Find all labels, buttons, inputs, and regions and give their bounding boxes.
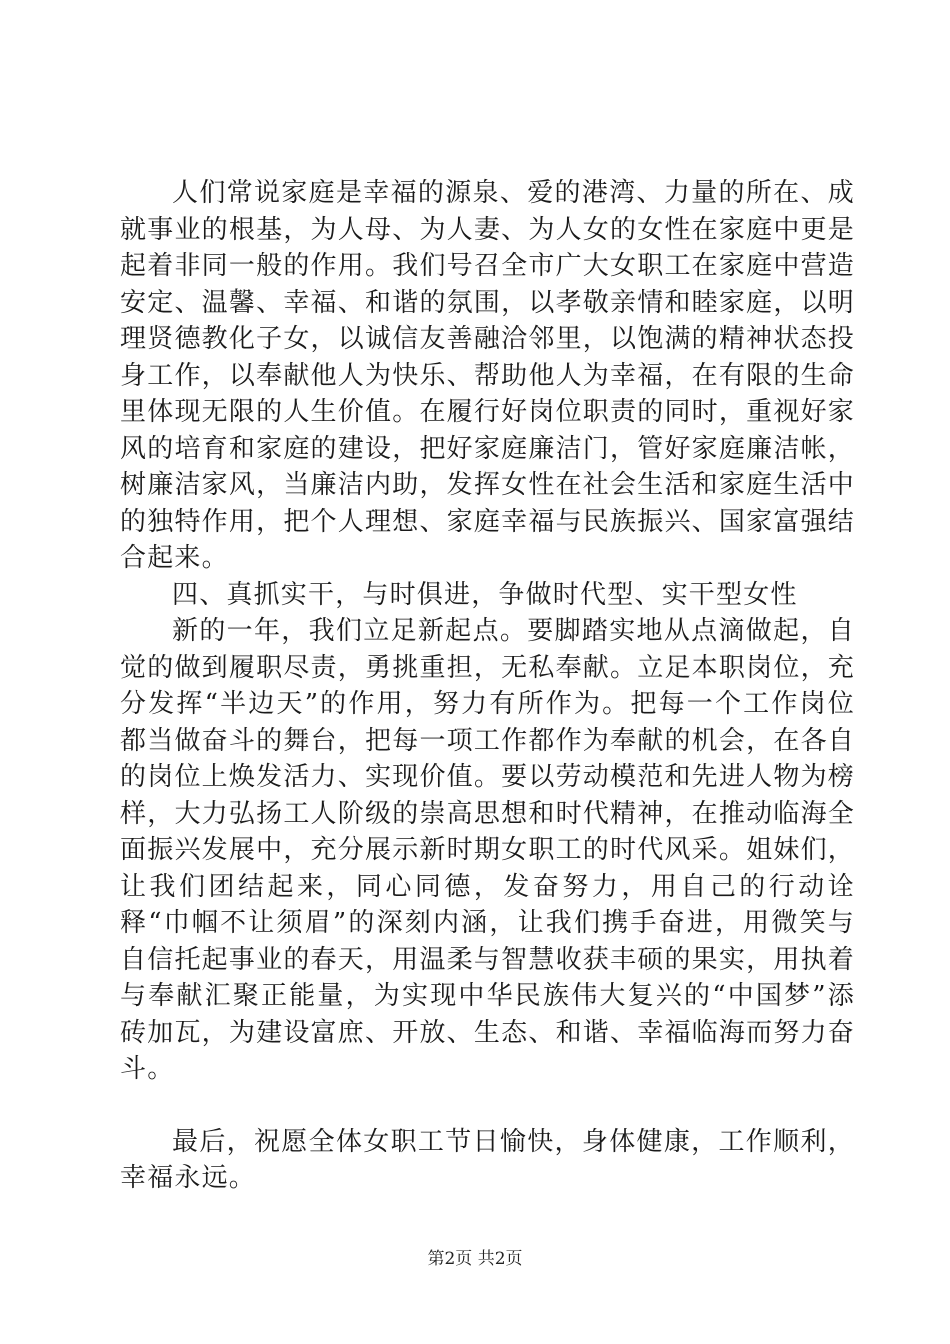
section-heading-four: 四、真抓实干，与时俱进，争做时代型、实干型女性	[172, 579, 798, 610]
paragraph-closing-wishes: 最后，祝愿全体女职工节日愉快，身体健康，工作顺利，幸福永远。	[120, 1126, 855, 1193]
paragraph-new-year: 新的一年，我们立足新起点。要脚踏实地从点滴做起，自觉的做到履职尽责，勇挑重担，无私奉献。立足本职岗位，充分发挥“半边天”的作用，努力有所作为。把每一个工作岗位都当做奋斗的舞台，把每一项工作都作为奉献的机会，在各自的岗位上焕发活力、实现价值。要以劳动模范和先进人物为榜样，大力弘扬工人阶级的崇高思想和时代精神，在推动临海全面振兴发展中，充分展示新时期女职工的时代风采。姐妹们，让我们团结起来，同心同德，发奋努力，用自己的行动诠释“巾帼不让须眉”的深刻内涵，让我们携手奋进，用微笑与自信托起事业的春天，用温柔与智慧收获丰硕的果实，用执着与奉献汇聚正能量，为实现中华民族伟大复兴的“中国梦”添砖加瓦，为建设富庶、开放、生态、和谐、幸福临海而努力奋斗。	[120, 616, 855, 1084]
document-body	[120, 175, 855, 1197]
paragraph-family-role: 人们常说家庭是幸福的源泉、爱的港湾、力量的所在、成就事业的根基，为人母、为人妻、为人女的女性在家庭中更是起着非同一般的作用。我们号召全市广大女职工在家庭中营造安定、温馨、幸福、和谐的氛围，以孝敬亲情和睦家庭，以明理贤德教化子女，以诚信友善融洽邻里，以饱满的精神状态投身工作，以奉献他人为快乐、帮助他人为幸福，在有限的生命里体现无限的人生价值。在履行好岗位职责的同时，重视好家风的培育和家庭的建设，把好家庭廉洁门，管好家庭廉洁帐，树廉洁家风，当廉洁内助，发挥女性在社会生活和家庭生活中的独特作用，把个人理想、家庭幸福与民族振兴、国家富强结合起来。	[120, 178, 855, 573]
page-footer: 第2页 共2页	[427, 1249, 523, 1269]
